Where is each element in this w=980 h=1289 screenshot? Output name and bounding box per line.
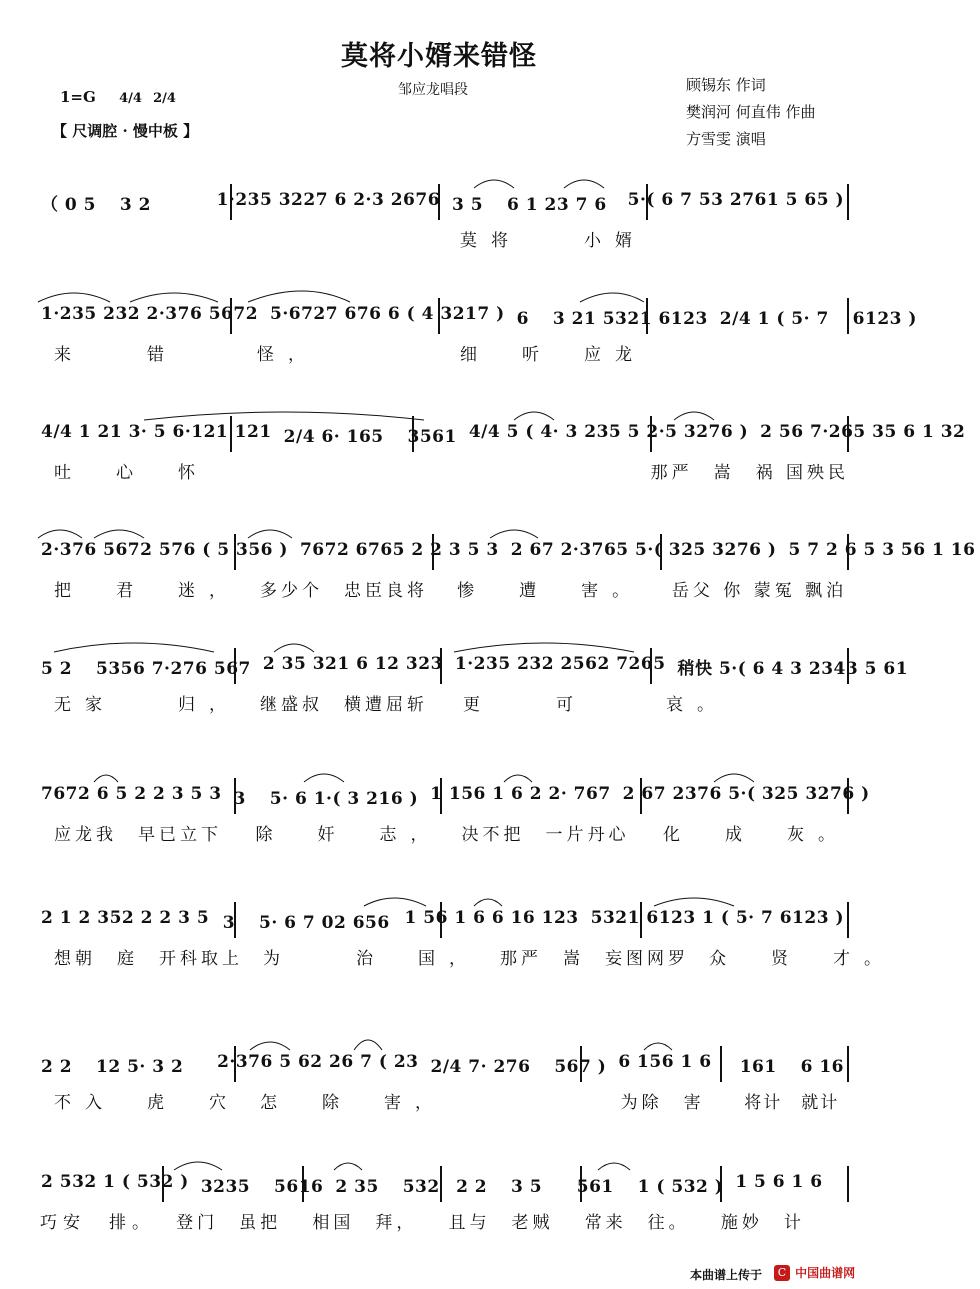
notes (34, 904, 849, 934)
measure: 561 1 ( 532 ) (576, 1177, 724, 1197)
measure: 5·( 6 7 53 2761 5 65 ) (627, 190, 844, 210)
measure: 2·376 5672 576 ( 5 356 ) (41, 540, 288, 560)
lyrics-line (34, 340, 849, 366)
lyric: 哀。 (666, 695, 728, 715)
measure: 1·235 232 2·376 5672 (41, 304, 259, 324)
notation-row-5 (34, 632, 909, 742)
notes (34, 186, 849, 216)
slur (174, 1162, 222, 1170)
lyric: 多少个 忠臣良将 (260, 581, 428, 601)
lyric: 吐 心 怀 (54, 463, 209, 483)
lyric: 怪， (257, 345, 319, 365)
lyrics-line (34, 576, 849, 602)
measure: 3 5 6 1 23 7 6 (452, 195, 607, 215)
lyric: 为 治 国， (263, 949, 480, 969)
score-title: 莫将小婿来错怪 (341, 41, 537, 72)
measure: 4/4 5 ( 4· 3 235 5 2·5 3276 ) (468, 422, 749, 442)
measure: 2/4 1 ( 5· 7 6123 ) (719, 309, 917, 329)
slur-marks (34, 282, 849, 304)
measure: 3 5· 6 7 02 656 (222, 913, 390, 933)
notes (34, 418, 966, 448)
lyric (399, 458, 630, 484)
site-name: 中国曲谱网 (795, 1266, 856, 1280)
slur (274, 644, 314, 652)
lyric: 众 贤 才。 (709, 949, 895, 969)
slur (304, 774, 344, 782)
notation-row-3 (34, 400, 966, 510)
measure: 161 6 16 (739, 1057, 844, 1077)
lyric: 莫将 小婿 (460, 231, 646, 251)
slur (54, 643, 214, 652)
notation-row-8 (34, 1030, 849, 1140)
lyric: 巧安 排。 (40, 1213, 155, 1233)
measure: 2 2 3 5 (456, 1177, 543, 1197)
lyric: 惨 遭 害。 (457, 581, 644, 601)
notation-row-7 (34, 886, 895, 996)
slur (564, 180, 604, 188)
lyric: 把 君 迷， (54, 581, 240, 601)
slur (598, 1163, 630, 1170)
slur (654, 898, 734, 906)
lyric: 常来 往。 (584, 1213, 690, 1233)
lyric: 为除 害 (620, 1093, 705, 1113)
measure: 5·6727 676 6 ( 4 3217 ) (270, 304, 505, 324)
measure: 5321 6123 1 ( 5· 7 6123 ) (590, 908, 845, 928)
upload-label: 本曲谱上传于 (690, 1268, 763, 1282)
lyric: 除 奸 志， (255, 825, 442, 845)
lyric: 那严 嵩 妄图网罗 (500, 949, 689, 969)
slur (38, 293, 110, 302)
measure: 6 156 1 6 (618, 1052, 712, 1072)
slur (38, 530, 82, 538)
measure: 1·235 3227 6 2·3 2676 (216, 190, 441, 210)
slur (580, 293, 644, 302)
lyric: 且与 老贼 (448, 1213, 554, 1233)
slur (354, 1040, 382, 1050)
lyric: 应龙我 早已立下 (54, 825, 222, 845)
measure: 2 35 532 (335, 1177, 440, 1197)
key-signature: 1=G (60, 88, 96, 106)
notes (34, 1048, 849, 1078)
measure: 稍快 5·( 6 4 3 2343 5 61 (677, 659, 909, 679)
measure: 6 3 21 5321 6123 (516, 309, 708, 329)
measure: 1·235 232 2562 7265 (454, 654, 666, 674)
lyric: 无家 归， (54, 695, 240, 715)
time-signature-first: 4/4 (119, 91, 142, 106)
tempo-marking: 【 尺调腔 · 慢中板 】 (52, 122, 199, 140)
lyric: 那严 嵩 祸 国殃民 (650, 463, 850, 483)
slur-marks (34, 400, 849, 422)
lyric: 来 错 (54, 345, 178, 365)
lyric: 相国 拜， (312, 1213, 418, 1233)
notes (34, 1168, 849, 1198)
slur (474, 180, 514, 188)
lyric (237, 226, 440, 252)
notation-row-9 (34, 1150, 849, 1260)
lyrics-line (34, 458, 849, 484)
notes (34, 536, 976, 566)
lyric (646, 340, 849, 366)
measure: 2 67 2376 5·( 325 3276 ) (622, 784, 870, 804)
measure: 1 56 1 6 6 16 123 (404, 908, 579, 928)
lyric: 细 听 应龙 (460, 345, 646, 365)
lyric: 决不把 一片丹心 (461, 825, 630, 845)
slur (514, 412, 554, 420)
measure: 7672 6 5 2 2 3 5 3 (41, 784, 222, 804)
lyric: 登门 虽把 (176, 1213, 282, 1233)
notation-row-4 (34, 518, 976, 628)
measure: 3 5· 6 1·( 3 216 ) (233, 789, 419, 809)
slur-marks (34, 632, 849, 654)
slur-marks (34, 886, 849, 908)
lyrics-line (34, 690, 849, 716)
lyric: 想朝 庭 开科取上 (54, 949, 243, 969)
composer-credit: 樊润河 何直伟 作曲 (686, 103, 816, 121)
lyric: 岳父 你 蒙冤 飘泊 (671, 581, 848, 601)
measure: 2/4 7· 276 567 ) (430, 1057, 607, 1077)
notes (34, 300, 917, 330)
slur (714, 774, 754, 782)
lyric (446, 1088, 601, 1114)
slur (130, 293, 218, 302)
measure: 2/4 6· 165 3561 (283, 427, 457, 447)
lyrics-line (34, 226, 849, 252)
slur-marks (34, 1150, 849, 1172)
measure: 3235 5616 (200, 1177, 324, 1197)
slur (94, 530, 144, 538)
notation-row-2 (34, 282, 917, 392)
measure: 1 156 1 6 2 2· 767 (430, 784, 611, 804)
slur-marks (34, 1030, 849, 1052)
site-logo[interactable] (774, 1262, 870, 1282)
slur-marks (34, 518, 849, 540)
slur (504, 775, 532, 782)
segment-name: 邹应龙唱段 (398, 82, 468, 98)
measure: 5 7 2 6 5 3 56 1 16 (788, 540, 976, 560)
lyric (646, 226, 849, 252)
measure: 7672 6765 2 2 3 5 3 (299, 540, 499, 560)
measure: 2 1 2 352 2 2 3 5 (41, 908, 210, 928)
slur (144, 412, 424, 420)
measure: 2 2 12 5· 3 2 (41, 1057, 184, 1077)
slur (674, 412, 714, 420)
measure: 2 56 7·265 35 6 1 32 (760, 422, 966, 442)
slur (364, 898, 426, 906)
lyrics-line (34, 1088, 849, 1114)
lyric: 施妙 计 (720, 1213, 805, 1233)
lyric: 更 可 (463, 695, 587, 715)
time-signature-second: 2/4 (153, 91, 176, 106)
slur (490, 530, 538, 538)
notes (34, 650, 909, 680)
slur (454, 643, 634, 652)
slur (248, 530, 292, 538)
lyricist-credit: 顾锡东 作词 (686, 76, 766, 94)
site-logo-icon: C (774, 1265, 790, 1281)
lyrics-line (34, 944, 895, 970)
slur-marks (34, 168, 849, 190)
performer-credit: 方雪雯 演唱 (686, 130, 766, 148)
lyric (217, 458, 400, 484)
lyric: 将计 就计 (744, 1093, 840, 1113)
key-and-meter (60, 88, 176, 106)
measure: 4/4 1 21 3· 5 6·121 121 (41, 422, 272, 442)
slur (94, 775, 118, 782)
measure: 1 5 6 1 6 (735, 1172, 823, 1192)
lyric: 不入 虎 穴 (54, 1093, 240, 1113)
slur (250, 1042, 290, 1050)
measure: 2·376 5 62 26 7 ( 23 (217, 1052, 419, 1072)
notes (34, 780, 870, 810)
slur (334, 1163, 362, 1170)
slur (474, 899, 502, 906)
lyrics-line (34, 820, 849, 846)
measure: 2 35 321 6 12 323 (262, 654, 443, 674)
notation-row-1 (34, 168, 849, 278)
measure: 2 67 2·3765 5·( 325 3276 ) (510, 540, 777, 560)
slur (644, 1043, 672, 1050)
lyric: 怎 除 害， (260, 1093, 446, 1113)
notation-row-6 (34, 762, 870, 872)
slur-marks (34, 762, 849, 784)
lyric (34, 226, 237, 252)
measure: 2 532 1 ( 532 ) (41, 1172, 189, 1192)
slur (248, 291, 350, 302)
measure: 5 2 5356 7·276 567 (41, 659, 251, 679)
lyrics-line (34, 1208, 849, 1234)
lyric: 化 成 灰。 (663, 825, 849, 845)
measure: （ 0 5 3 2 (41, 195, 151, 215)
lyric: 继盛叔 横遭屈斩 (260, 695, 428, 715)
